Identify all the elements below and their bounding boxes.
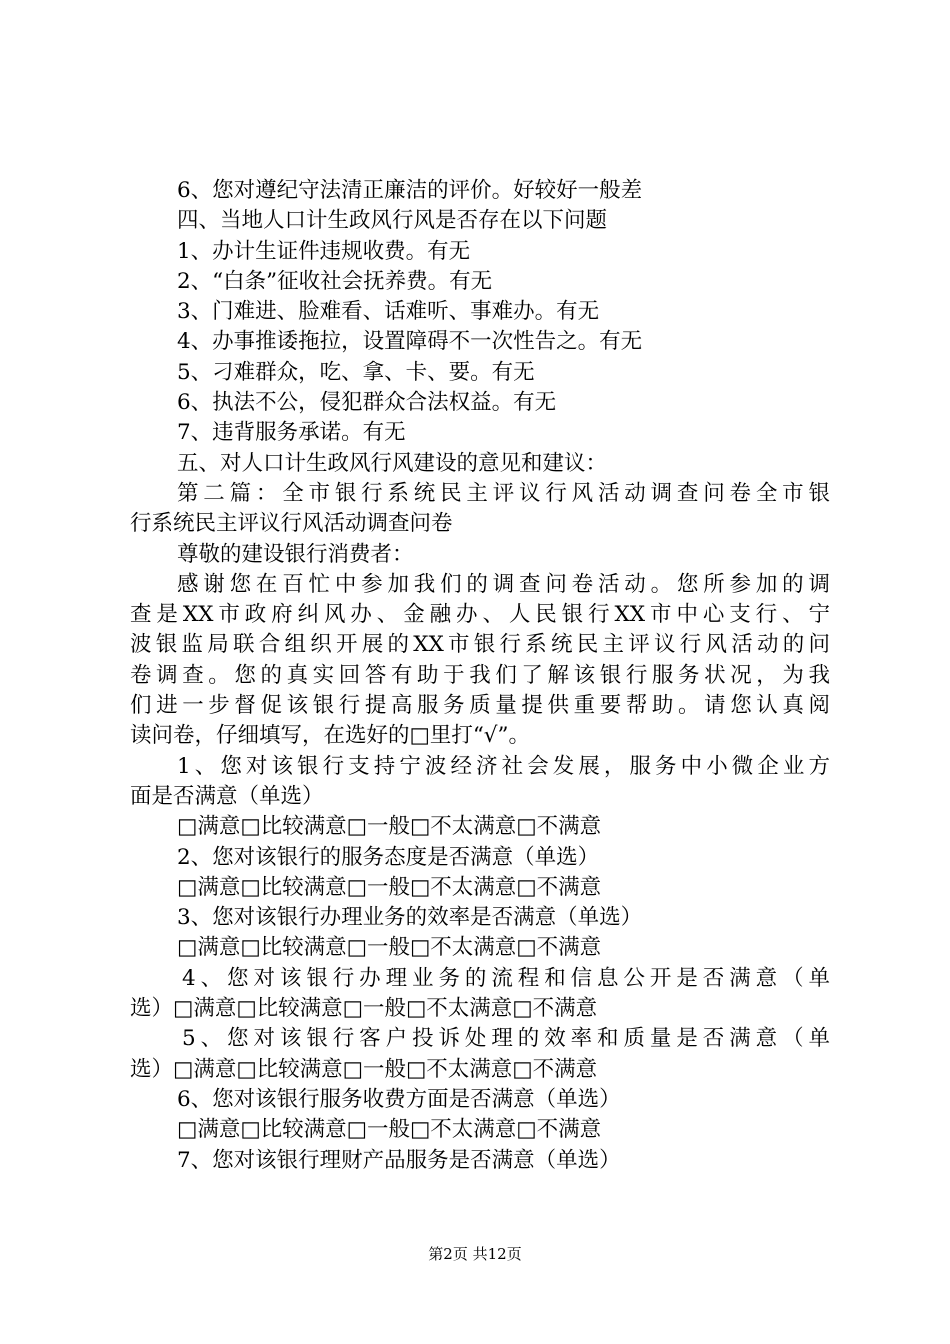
- answer-options: □满意□比较满意□一般□不太满意□不满意: [177, 935, 602, 961]
- question-1: 1、您对该银行支持宁波经济社会发展，服务中小微企业方: [177, 753, 830, 779]
- question-4: 4、您对该银行办理业务的流程和信息公开是否满意（单: [182, 965, 830, 991]
- question-5-options: 选）□满意□比较满意□一般□不太满意□不满意: [130, 1056, 598, 1082]
- question-4-options: 选）□满意□比较满意□一般□不太满意□不满意: [130, 996, 598, 1022]
- intro-line: 查是XX市政府纠风办、金融办、人民银行XX市中心支行、宁: [130, 602, 830, 628]
- salutation: 尊敬的建设银行消费者：: [177, 541, 414, 567]
- chapter-title: 第二篇：全市银行系统民主评议行风活动调查问卷全市银: [177, 480, 830, 506]
- question-3: 3、您对该银行办理业务的效率是否满意（单选）: [177, 905, 643, 931]
- question-7: 7、您对该银行理财产品服务是否满意（单选）: [177, 1147, 621, 1173]
- intro-line: 们进一步督促该银行提高服务质量提供重要帮助。请您认真阅: [130, 693, 830, 719]
- text-line: 5、刁难群众，吃、拿、卡、要。有无: [177, 359, 535, 385]
- text-line: 1、办计生证件违规收费。有无: [177, 238, 471, 264]
- question-6: 6、您对该银行服务收费方面是否满意（单选）: [177, 1086, 621, 1112]
- text-line: 2、“白条”征收社会抚养费。有无: [177, 268, 493, 294]
- intro-line: 感谢您在百忙中参加我们的调查问卷活动。您所参加的调: [177, 571, 830, 597]
- section-heading: 五、对人口计生政风行风建设的意见和建议：: [177, 450, 608, 476]
- text-line: 6、执法不公，侵犯群众合法权益。有无: [177, 390, 557, 416]
- question-1-cont: 面是否满意（单选）: [130, 783, 324, 809]
- answer-options: □满意□比较满意□一般□不太满意□不满意: [177, 814, 602, 840]
- text-line: 3、门难进、脸难看、话难听、事难办。有无: [177, 299, 600, 325]
- text-line: 7、违背服务承诺。有无: [177, 420, 406, 446]
- text-line: 6、您对遵纪守法清正廉洁的评价。好较好一般差: [177, 178, 643, 203]
- question-5: 5、您对该银行客户投诉处理的效率和质量是否满意（单: [182, 1026, 830, 1052]
- document-body: [130, 176, 830, 1176]
- intro-line: 卷调查。您的真实回答有助于我们了解该银行服务状况，为我: [130, 662, 830, 688]
- intro-line: 读问卷，仔细填写，在选好的□里打“√”。: [130, 723, 530, 749]
- question-2: 2、您对该银行的服务态度是否满意（单选）: [177, 844, 600, 870]
- section-heading: 四、当地人口计生政风行风是否存在以下问题: [177, 208, 608, 234]
- answer-options: □满意□比较满意□一般□不太满意□不满意: [177, 1117, 602, 1143]
- intro-line: 波银监局联合组织开展的XX市银行系统民主评议行风活动的问: [130, 632, 830, 658]
- answer-options: □满意□比较满意□一般□不太满意□不满意: [177, 874, 602, 900]
- text-line: 4、办事推诿拖拉，设置障碍不一次性告之。有无: [177, 329, 643, 355]
- page-footer: 第2页 共12页: [428, 1245, 522, 1263]
- chapter-title-cont: 行系统民主评议行风活动调查问卷: [130, 511, 453, 537]
